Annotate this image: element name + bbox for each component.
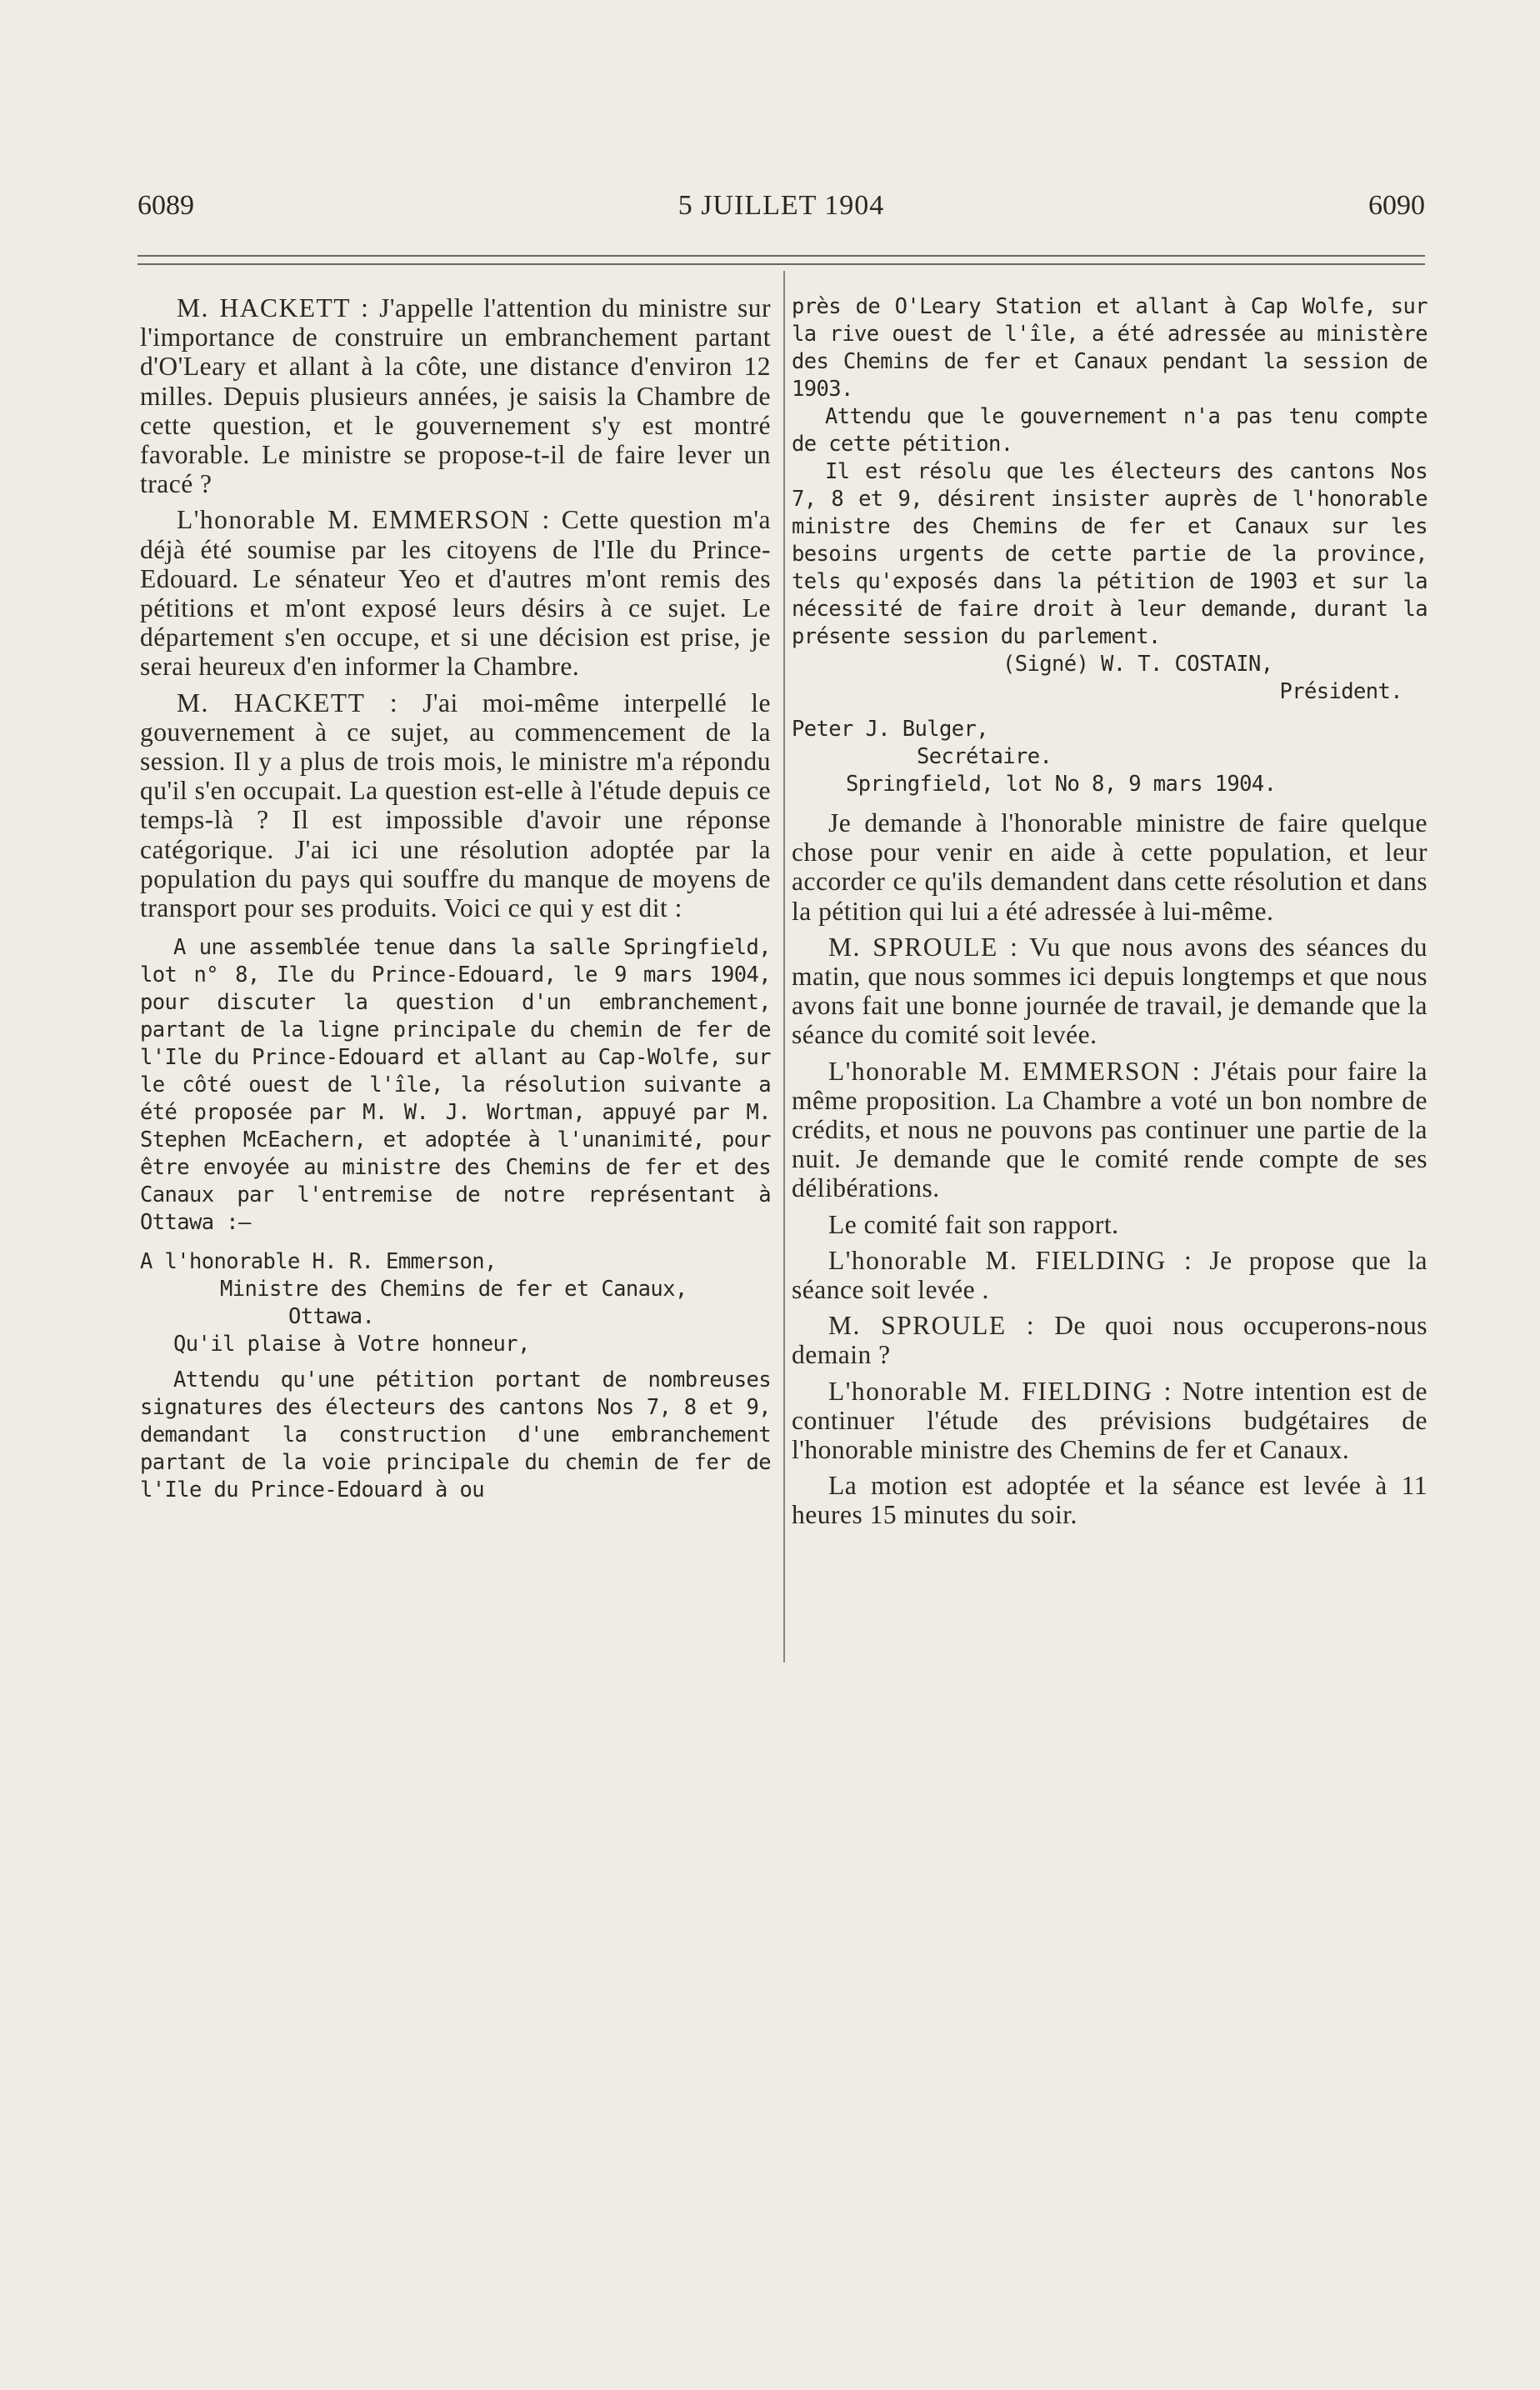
paragraph (140, 505, 771, 681)
address-line: A l'honorable H. R. Emmerson, (140, 1249, 497, 1275)
paragraph: Le comité fait son rapport. (828, 1209, 1119, 1239)
speech-text: J'étais pour faire la même proposition. La Chambre a voté un bon nombre de crédits, et nous ne pouvons pas continuer une partie de la nuit. Je demande que le comité rende compte de ses délibérations. (792, 1056, 1428, 1203)
quoted-resolution: Il est résolu que les électeurs des cantons Nos 7, 8 et 9, désirent insister auprès de l'honorable ministre des Chemins de fer et Canaux sur les besoins urgents de cette partie de la province, tels qu'exposés dans la pétition de 1903 et sur la nécessité de faire droit à leur demande, durant la présente session du parlement. (792, 459, 1428, 649)
paragraph (792, 1057, 1428, 1203)
right-page-number: 6090 (1368, 190, 1425, 221)
page-date: 5 JUILLET 1904 (678, 190, 885, 221)
left-page-number: 6089 (138, 190, 194, 221)
paragraph (792, 1246, 1428, 1304)
speaker-name: L'honorable M. EMMERSON : (828, 1056, 1201, 1086)
paragraph (140, 293, 771, 498)
signature-title: Président. (1279, 679, 1402, 704)
speaker-name: M. SPROULE : (828, 1311, 1036, 1341)
speaker-name: L'honorable M. EMMERSON : (177, 505, 551, 535)
address-line: Ottawa. (288, 1304, 375, 1330)
salutation: Qu'il plaise à Votre honneur, (173, 1332, 530, 1358)
speech-text: J'ai moi-même interpellé le gouvernement à ce sujet, au commencement de la session. Il y a plus de trois mois, le ministre m'a répondu qu'il s'en occupait. La question est-elle à l'étude depuis ce temps-là ? Il est impossible d'avoir une réponse catégorique. J'ai ici une résolution adoptée par la population du pays qui souffre du manque de moyens de transport pour ses produits. Voici ce qui y est dit : (140, 688, 771, 923)
speech-text: Je propose que la séance soit levée . (792, 1245, 1428, 1305)
place-date: Springfield, lot No 8, 9 mars 1904. (846, 772, 1277, 797)
speech-text: De quoi nous occuperons-nous demain ? (792, 1311, 1428, 1370)
secretary-name: Peter J. Bulger, (792, 717, 989, 742)
paragraph: La motion est adoptée et la séance est levée à 11 heures 15 minutes du soir. (792, 1471, 1428, 1530)
quoted-resolution: Attendu que le gouvernement n'a pas tenu compte de cette pétition. (792, 404, 1428, 457)
paragraph (792, 1311, 1428, 1369)
right-column (792, 293, 1428, 1537)
page-header (138, 190, 1425, 230)
speaker-name: L'honorable M. FIELDING : (828, 1245, 1193, 1275)
address-line: Ministre des Chemins de fer et Canaux, (220, 1277, 688, 1302)
quoted-resolution: Attendu qu'une pétition portant de nombreuses signatures des électeurs des cantons Nos 7, 8 et 9, demandant la construction d'une embranchement partant de la voie principale du chemin de fer de l'Ile du Prince-Edouard à ou (140, 1368, 771, 1503)
column-divider (783, 271, 785, 1662)
speaker-name: M. HACKETT : (177, 293, 370, 322)
paragraph (792, 932, 1428, 1050)
speech-text: Cette question m'a déjà été soumise par les citoyens de l'Ile du Prince-Edouard. Le sénateur Yeo et d'autres m'ont remis des pétitions et m'ont exposé leurs désirs à ce sujet. Le département s'en occupe, et si une décision est prise, je serai heureux d'en informer la Chambre. (140, 505, 771, 682)
quoted-resolution: près de O'Leary Station et allant à Cap Wolfe, sur la rive ouest de l'île, a été adressée au ministère des Chemins de fer et Canaux pendant la session de 1903. (792, 294, 1428, 402)
header-rule-top (138, 255, 1425, 257)
paragraph: Je demande à l'honorable ministre de faire quelque chose pour venir en aide à cette population, et leur accorder ce qu'ils demandent dans cette résolution et dans la pétition qui lui a été adressée à lui-même. (792, 808, 1428, 926)
paragraph (140, 688, 771, 923)
header-rule-bottom (138, 263, 1425, 265)
secretary-title: Secrétaire. (917, 744, 1052, 769)
speaker-name: L'honorable M. FIELDING : (828, 1376, 1172, 1406)
speech-text: J'appelle l'attention du ministre sur l'importance de construire un embranchement partant d'O'Leary et allant à la côte, une distance d'environ 12 milles. Depuis plusieurs années, je saisis la Chambre de cette question, et le gouvernement s'y est montré favorable. Le ministre se propose-t-il de faire lever un tracé ? (140, 293, 772, 499)
speaker-name: M. SPROULE : (828, 932, 1019, 962)
signature-line (792, 651, 1428, 678)
left-column (140, 293, 771, 1504)
signature: (Signé) W. T. COSTAIN, (1002, 652, 1273, 677)
speaker-name: M. HACKETT : (177, 688, 399, 718)
quoted-resolution: A une assemblée tenue dans la salle Springfield, lot n° 8, Ile du Prince-Edouard, le 9 mars 1904, pour discuter la question d'un embranchement, partant de la ligne principale du chemin de fer de l'Ile du Prince-Edouard et allant au Cap-Wolfe, sur le côté ouest de l'île, la résolution suivante a été proposée par M. W. J. Wortman, appuyé par M. Stephen McEachern, et adoptée à l'unanimité, pour être envoyée au ministre des Chemins de fer et des Canaux par l'entremise de notre représentant à Ottawa :— (140, 935, 771, 1236)
paragraph (792, 1377, 1428, 1465)
speech-text: Notre intention est de continuer l'étude des prévisions budgétaires de l'honorable ministre des Chemins de fer et Canaux. (792, 1376, 1428, 1465)
speech-text: Vu que nous avons des séances du matin, que nous sommes ici depuis longtemps et que nous avons fait une bonne journée de travail, je demande que la séance du comité soit levée. (792, 932, 1428, 1050)
